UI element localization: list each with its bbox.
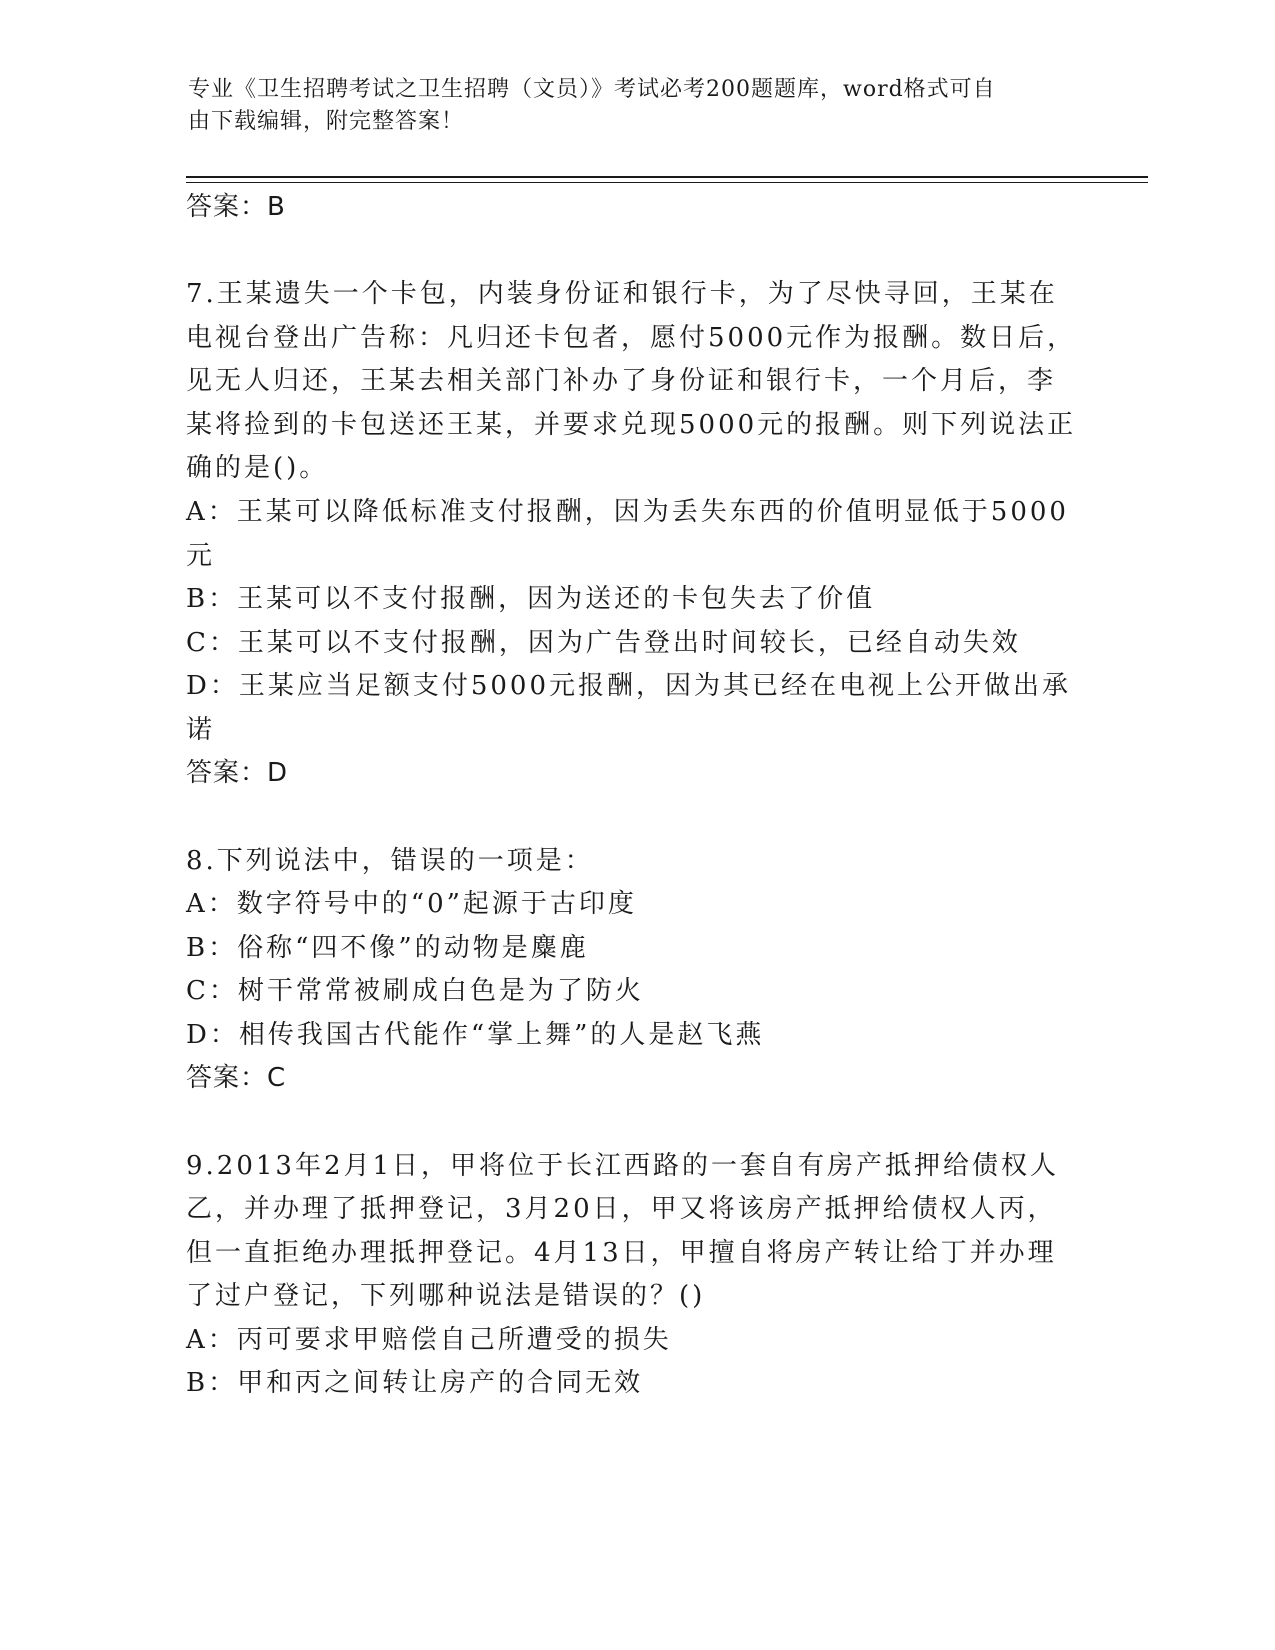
question-9-stem-line-4: 了过户登记，下列哪种说法是错误的？(): [186, 1281, 706, 1311]
question-8-answer: 答案：C: [186, 1063, 287, 1093]
question-7-option-c: C：王某可以不支付报酬，因为广告登出时间较长，已经自动失效: [186, 628, 1021, 658]
page-header: [188, 74, 1068, 138]
header-rule-thick: [186, 176, 1148, 178]
question-8-stem: 8.下列说法中，错误的一项是：: [186, 846, 594, 876]
question-7-stem-line-2: 电视台登出广告称：凡归还卡包者，愿付5000元作为报酬。数日后，: [186, 323, 1077, 353]
question-8-option-b: B：俗称“四不像”的动物是麋鹿: [186, 933, 589, 963]
question-7-stem-line-4: 某将捡到的卡包送还王某，并要求兑现5000元的报酬。则下列说法正: [186, 410, 1077, 440]
question-7-stem-line-3: 见无人归还，王某去相关部门补办了身份证和银行卡，一个月后，李: [186, 366, 1057, 396]
question-9-option-a: A：丙可要求甲赔偿自己所遭受的损失: [186, 1325, 672, 1355]
question-7-option-a-line-1: A：王某可以降低标准支付报酬，因为丢失东西的价值明显低于5000: [186, 497, 1069, 527]
question-8-option-a: A：数字符号中的“0”起源于古印度: [186, 889, 637, 919]
question-7-option-d-line-1: D：王某应当足额支付5000元报酬，因为其已经在电视上公开做出承: [186, 671, 1072, 701]
question-9-stem-line-3: 但一直拒绝办理抵押登记。4月13日，甲擅自将房产转让给丁并办理: [186, 1238, 1057, 1268]
header-line-1: 专业《卫生招聘考试之卫生招聘（文员）》考试必考200题题库，word格式可自: [188, 77, 996, 102]
question-9-option-b: B：甲和丙之间转让房产的合同无效: [186, 1368, 644, 1398]
answer-previous: 答案：B: [186, 192, 286, 222]
header-line-2: 由下载编辑，附完整答案！: [188, 109, 465, 134]
question-7-stem-line-5: 确的是()。: [186, 453, 329, 483]
question-7-stem-line-1: 7.王某遗失一个卡包，内装身份证和银行卡，为了尽快寻回，王某在: [186, 279, 1058, 309]
header-rule-thin: [186, 182, 1148, 183]
question-7-option-d-line-2: 诺: [186, 715, 216, 745]
question-8-option-c: C：树干常常被刷成白色是为了防火: [186, 976, 644, 1006]
question-9-stem-line-2: 乙，并办理了抵押登记，3月20日，甲又将该房产抵押给债权人丙，: [186, 1194, 1057, 1224]
question-7-option-b: B：王某可以不支付报酬，因为送还的卡包失去了价值: [186, 584, 876, 614]
question-7-answer: 答案：D: [186, 758, 289, 788]
question-8-option-d: D：相传我国古代能作“掌上舞”的人是赵飞燕: [186, 1020, 765, 1050]
question-9-stem-line-1: 9.2013年2月1日，甲将位于长江西路的一套自有房产抵押给债权人: [186, 1151, 1060, 1181]
question-7-option-a-line-2: 元: [186, 541, 216, 571]
